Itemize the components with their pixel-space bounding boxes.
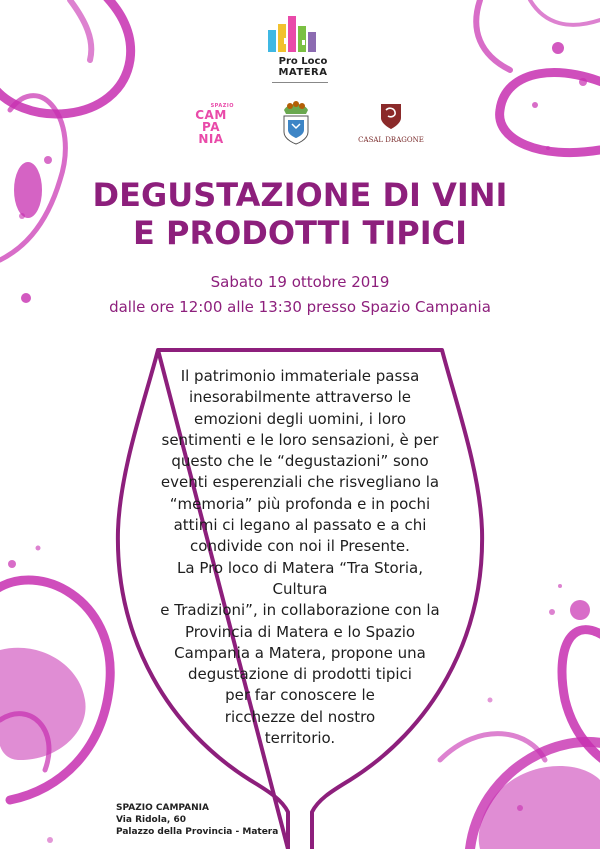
venue-street: Via Ridola, 60 — [116, 815, 186, 825]
event-date: Sabato 19 ottobre 2019 — [210, 273, 390, 291]
venue-address — [116, 802, 278, 838]
title-line-1: DEGUSTAZIONE DI VINI — [92, 176, 508, 214]
description-line: Campania a Matera, propone una — [174, 643, 426, 662]
description-line: ricchezze del nostro — [224, 707, 376, 726]
campania-top-label: SPAZIO — [210, 103, 234, 109]
description-line: e Tradizioni”, in collaborazione con la — [160, 601, 440, 620]
venue-building: Palazzo della Provincia - Matera — [116, 827, 279, 837]
description-line: Provincia di Matera e lo Spazio — [184, 622, 416, 641]
campania-word-2: PA — [202, 120, 220, 134]
proloco-line1: Pro Loco — [278, 56, 328, 67]
event-description — [150, 366, 450, 749]
description-line: per far conoscere le — [225, 686, 375, 705]
description-line: territorio. — [264, 729, 336, 748]
campania-word-3: NIA — [198, 132, 224, 146]
description-line: La Pro loco di Matera “Tra Storia, Cultura — [177, 558, 423, 598]
title-line-2: E PRODOTTI TIPICI — [133, 214, 467, 252]
event-time-place: dalle ore 12:00 alle 13:30 presso Spazio Campania — [109, 298, 491, 316]
description-paragraph-1: Il patrimonio immateriale passa inesorabilmente attraverso le emozioni degli uomini, i loro sentimenti e le loro sensazioni, è per questo che le “degustazioni” sono eventi esperenziali che risvegliano la “memoria” più profonda e in pochi attimi ci legano al passato e a chi condivide con noi il Presente. — [160, 367, 440, 556]
proloco-line2: MATERA — [278, 67, 328, 78]
casal-dragone-label: CASAL DRAGONE — [358, 136, 424, 144]
campania-word-1: CAM — [195, 108, 227, 122]
venue-name: SPAZIO CAMPANIA — [116, 803, 209, 813]
description-line: degustazione di prodotti tipici — [188, 665, 412, 684]
